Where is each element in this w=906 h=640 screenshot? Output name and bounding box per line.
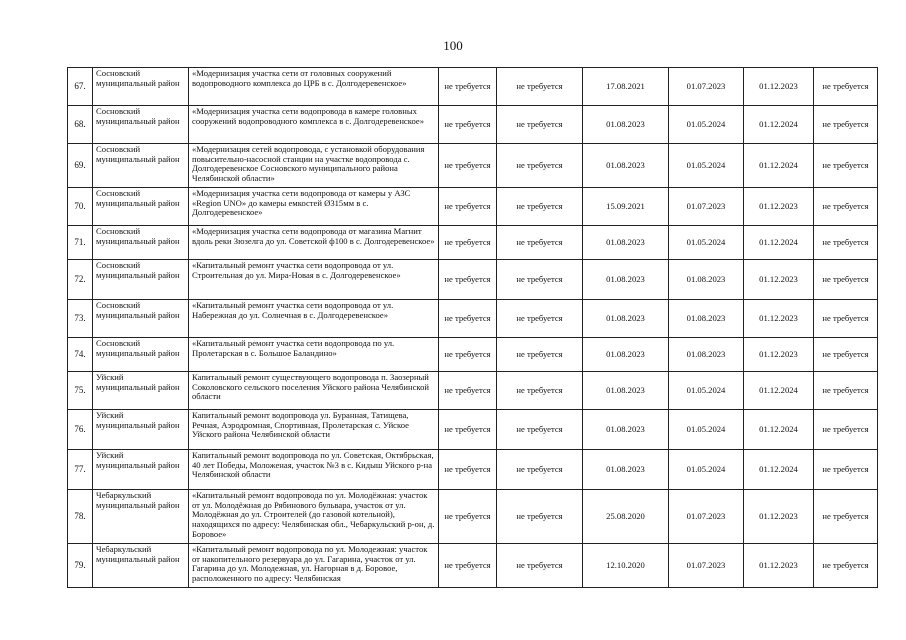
date-cell-3: 01.12.2023 <box>744 300 814 338</box>
object-name-cell: «Капитальный ремонт водопровода по ул. Молодежная: участок от накопительного резервуара до ул. Гагарина, участок от ул. Гагарина до ул. Молодежная, ул. Нагорная в д. Боровое, расположенного по адресу: Челябинская <box>189 544 439 588</box>
date-cell-1: 12.10.2020 <box>583 544 669 588</box>
table-row <box>68 372 878 410</box>
projects-table <box>67 67 878 588</box>
status-cell-2: не требуется <box>497 188 583 226</box>
status-cell-2: не требуется <box>497 338 583 372</box>
status-cell-2: не требуется <box>497 300 583 338</box>
object-name-cell: «Модернизация участка сети водопровода в камере головных сооружений водопроводного комплекса в с. Долгодеревенское» <box>189 106 439 144</box>
district-cell: Сосновский муниципальный район <box>93 144 189 188</box>
date-cell-2: 01.05.2024 <box>669 450 744 490</box>
object-name-cell: «Модернизация участка сети водопровода от магазина Магнит вдоль реки Зюзелга до ул. Советской ф100 в с. Долгодеревенское» <box>189 226 439 260</box>
district-cell: Сосновский муниципальный район <box>93 106 189 144</box>
date-cell-3: 01.12.2024 <box>744 226 814 260</box>
district-cell: Сосновский муниципальный район <box>93 68 189 106</box>
status-cell-3: не требуется <box>814 260 878 300</box>
status-cell-3: не требуется <box>814 300 878 338</box>
object-name-cell: «Капитальный ремонт водопровода по ул. Молодёжная: участок от ул. Молодёжная до Рябинового бульвара, участок от ул. Молодёжная до ул. Строителей (до газовой котельной), находящихся по адресу: Челябинская обл., Чебаркульский р-он, д. Боровое» <box>189 490 439 544</box>
table-row <box>68 144 878 188</box>
status-cell-3: не требуется <box>814 144 878 188</box>
date-cell-3: 01.12.2023 <box>744 260 814 300</box>
table-row <box>68 188 878 226</box>
district-cell: Чебаркульский муниципальный район <box>93 544 189 588</box>
status-cell-1: не требуется <box>439 544 497 588</box>
status-cell-1: не требуется <box>439 450 497 490</box>
status-cell-3: не требуется <box>814 338 878 372</box>
object-name-cell: «Капитальный ремонт участка сети водопровода от ул. Строительная до ул. Мира-Новая в с. Долгодеревенское» <box>189 260 439 300</box>
date-cell-3: 01.12.2024 <box>744 450 814 490</box>
table-row <box>68 300 878 338</box>
status-cell-1: не требуется <box>439 338 497 372</box>
date-cell-1: 15.09.2021 <box>583 188 669 226</box>
date-cell-3: 01.12.2023 <box>744 544 814 588</box>
date-cell-3: 01.12.2023 <box>744 68 814 106</box>
date-cell-2: 01.05.2024 <box>669 226 744 260</box>
district-cell: Сосновский муниципальный район <box>93 338 189 372</box>
status-cell-1: не требуется <box>439 372 497 410</box>
table-row <box>68 260 878 300</box>
status-cell-3: не требуется <box>814 106 878 144</box>
date-cell-2: 01.08.2023 <box>669 338 744 372</box>
object-name-cell: «Модернизация участка сети от головных сооружений водопроводного комплекса до ЦРБ в с. Долгодеревенское» <box>189 68 439 106</box>
district-cell: Сосновский муниципальный район <box>93 226 189 260</box>
status-cell-1: не требуется <box>439 144 497 188</box>
row-number: 78. <box>68 490 93 544</box>
status-cell-2: не требуется <box>497 490 583 544</box>
date-cell-1: 01.08.2023 <box>583 144 669 188</box>
district-cell: Уйский муниципальный район <box>93 410 189 450</box>
date-cell-2: 01.08.2023 <box>669 300 744 338</box>
status-cell-3: не требуется <box>814 544 878 588</box>
date-cell-2: 01.05.2024 <box>669 106 744 144</box>
status-cell-2: не требуется <box>497 226 583 260</box>
district-cell: Чебаркульский муниципальный район <box>93 490 189 544</box>
table-row <box>68 450 878 490</box>
date-cell-2: 01.05.2024 <box>669 372 744 410</box>
row-number: 73. <box>68 300 93 338</box>
table-row <box>68 410 878 450</box>
table-row <box>68 106 878 144</box>
date-cell-3: 01.12.2023 <box>744 338 814 372</box>
date-cell-1: 17.08.2021 <box>583 68 669 106</box>
status-cell-2: не требуется <box>497 410 583 450</box>
row-number: 70. <box>68 188 93 226</box>
status-cell-2: не требуется <box>497 260 583 300</box>
date-cell-3: 01.12.2024 <box>744 372 814 410</box>
row-number: 71. <box>68 226 93 260</box>
date-cell-1: 01.08.2023 <box>583 106 669 144</box>
table-body <box>68 68 878 588</box>
page-number: 100 <box>443 38 463 53</box>
status-cell-3: не требуется <box>814 410 878 450</box>
date-cell-1: 01.08.2023 <box>583 260 669 300</box>
table-row <box>68 226 878 260</box>
status-cell-1: не требуется <box>439 68 497 106</box>
date-cell-2: 01.07.2023 <box>669 544 744 588</box>
object-name-cell: «Модернизация сетей водопровода, с установкой оборудования повысительно-насосной станции на участке водопровода с. Долгодеревенское Сосновского муниципального района Челябинской области» <box>189 144 439 188</box>
status-cell-3: не требуется <box>814 372 878 410</box>
table-row <box>68 490 878 544</box>
row-number: 75. <box>68 372 93 410</box>
status-cell-3: не требуется <box>814 188 878 226</box>
object-name-cell: Капитальный ремонт существующего водопровода п. Заозерный Соколовского сельского поселения Уйского района Челябинской области <box>189 372 439 410</box>
status-cell-1: не требуется <box>439 300 497 338</box>
status-cell-2: не требуется <box>497 372 583 410</box>
status-cell-1: не требуется <box>439 410 497 450</box>
status-cell-1: не требуется <box>439 106 497 144</box>
object-name-cell: Капитальный ремонт водопровода по ул. Советская, Октябрьская, 40 лет Победы, Моложеная, участок №3 в с. Кидыш Уйского р-на Челябинской области <box>189 450 439 490</box>
date-cell-2: 01.07.2023 <box>669 188 744 226</box>
row-number: 67. <box>68 68 93 106</box>
date-cell-3: 01.12.2023 <box>744 188 814 226</box>
object-name-cell: «Модернизация участка сети водопровода от камеры у АЗС «Region UNO» до камеры емкостей Ø315мм в с. Долгодеревенское» <box>189 188 439 226</box>
row-number: 68. <box>68 106 93 144</box>
date-cell-1: 01.08.2023 <box>583 410 669 450</box>
district-cell: Сосновский муниципальный район <box>93 188 189 226</box>
object-name-cell: Капитальный ремонт водопровода ул. Буранная, Татищева, Речная, Аэродромная, Спортивная, Пролетарская с. Уйское Уйского района Челябинской области <box>189 410 439 450</box>
date-cell-1: 01.08.2023 <box>583 372 669 410</box>
date-cell-2: 01.08.2023 <box>669 260 744 300</box>
status-cell-2: не требуется <box>497 544 583 588</box>
row-number: 79. <box>68 544 93 588</box>
table-row <box>68 68 878 106</box>
status-cell-2: не требуется <box>497 106 583 144</box>
table-row <box>68 338 878 372</box>
date-cell-1: 01.08.2023 <box>583 300 669 338</box>
date-cell-1: 25.08.2020 <box>583 490 669 544</box>
status-cell-3: не требуется <box>814 490 878 544</box>
date-cell-2: 01.07.2023 <box>669 68 744 106</box>
status-cell-2: не требуется <box>497 144 583 188</box>
table-row <box>68 544 878 588</box>
date-cell-1: 01.08.2023 <box>583 338 669 372</box>
date-cell-3: 01.12.2024 <box>744 106 814 144</box>
date-cell-1: 01.08.2023 <box>583 226 669 260</box>
status-cell-3: не требуется <box>814 226 878 260</box>
status-cell-1: не требуется <box>439 226 497 260</box>
status-cell-2: не требуется <box>497 68 583 106</box>
district-cell: Сосновский муниципальный район <box>93 300 189 338</box>
date-cell-3: 01.12.2024 <box>744 144 814 188</box>
district-cell: Сосновский муниципальный район <box>93 260 189 300</box>
row-number: 72. <box>68 260 93 300</box>
status-cell-2: не требуется <box>497 450 583 490</box>
object-name-cell: «Капитальный ремонт участка сети водопровода от ул. Набережная до ул. Солнечная в с. Долгодеревенское» <box>189 300 439 338</box>
date-cell-2: 01.05.2024 <box>669 144 744 188</box>
status-cell-1: не требуется <box>439 490 497 544</box>
district-cell: Уйский муниципальный район <box>93 372 189 410</box>
row-number: 76. <box>68 410 93 450</box>
row-number: 69. <box>68 144 93 188</box>
status-cell-1: не требуется <box>439 188 497 226</box>
status-cell-3: не требуется <box>814 450 878 490</box>
date-cell-2: 01.07.2023 <box>669 490 744 544</box>
date-cell-3: 01.12.2023 <box>744 490 814 544</box>
date-cell-1: 01.08.2023 <box>583 450 669 490</box>
status-cell-3: не требуется <box>814 68 878 106</box>
district-cell: Уйский муниципальный район <box>93 450 189 490</box>
status-cell-1: не требуется <box>439 260 497 300</box>
date-cell-2: 01.05.2024 <box>669 410 744 450</box>
date-cell-3: 01.12.2024 <box>744 410 814 450</box>
row-number: 77. <box>68 450 93 490</box>
row-number: 74. <box>68 338 93 372</box>
object-name-cell: «Капитальный ремонт участка сети водопровода по ул. Пролетарская в с. Большое Баландино» <box>189 338 439 372</box>
